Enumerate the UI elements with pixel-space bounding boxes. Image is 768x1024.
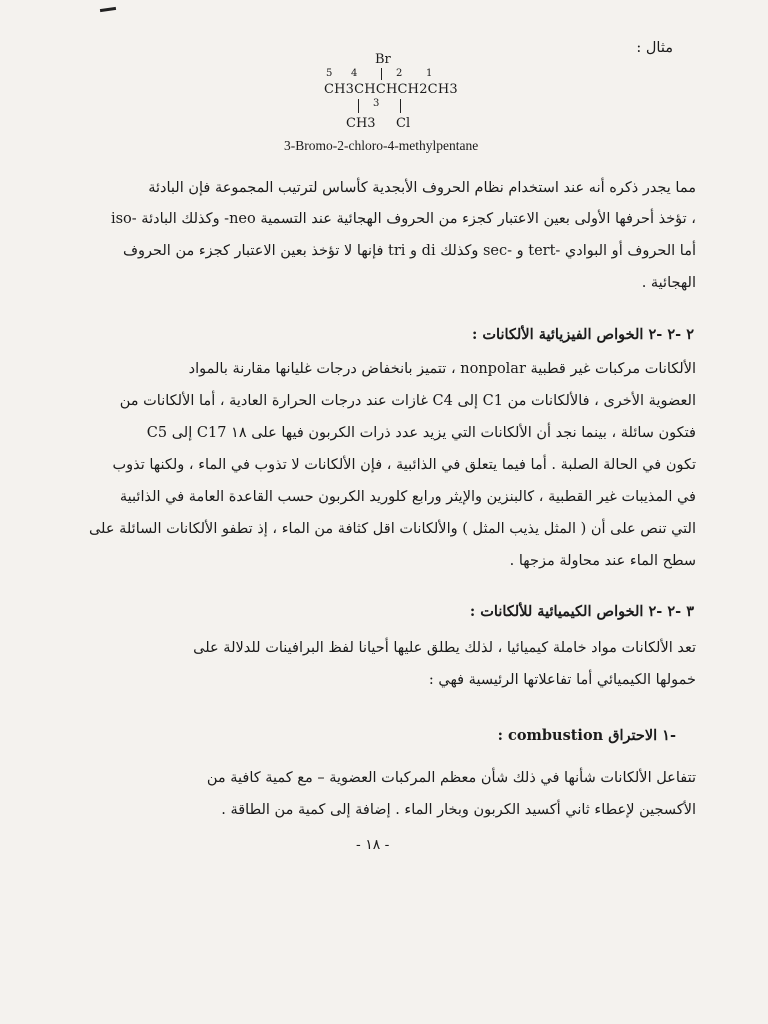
compound-name: 3-Bromo-2-chloro-4-methylpentane <box>284 138 479 153</box>
combustion-heading: -١ الاحتراق combustion : <box>497 727 676 744</box>
page-number: - ١٨ - <box>356 837 390 853</box>
section2-line1: الألكانات مركبات غير قطبية nonpolar ، تتميز بانخفاض درجات غليانها مقارنة بالمواد <box>188 361 696 377</box>
section3-heading: ٣ -٢ -٢ الخواص الكيميائية للألكانات : <box>469 603 694 620</box>
bond-cl <box>400 99 401 113</box>
bromine-label: Br <box>375 52 391 67</box>
pen-mark <box>100 7 116 12</box>
main-chain: CH3CHCHCH2CH3 <box>324 82 458 97</box>
chemical-structure <box>318 52 468 137</box>
section3-line2: خمولها الكيميائي أما تفاعلاتها الرئيسية فهي : <box>428 672 696 688</box>
section2-line7: سطح الماء عند محاولة مزجها . <box>509 553 696 569</box>
section3-line1: تعد الألكانات مواد خاملة كيميائيا ، لذلك يطلق عليها أحيانا لفظ البرافينات للدلالة على <box>193 640 696 656</box>
chloro-substituent: Cl <box>396 116 411 131</box>
methyl-substituent: CH3 <box>346 116 376 131</box>
paragraph1-line3: أما الحروف أو البوادي -tert و -sec وكذلك di و tri فإنها لا تؤخذ بعين الاعتبار كجزء من الحروف <box>123 243 696 259</box>
bond-br <box>381 68 382 80</box>
paragraph1-line1: مما يجدر ذكره أنه عند استخدام نظام الحروف الأبجدية كأساس لترتيب المجموعة فإن البادئة <box>148 180 696 196</box>
position-3: 3 <box>373 98 380 109</box>
section2-line6: التي تنص على أن ( المثل يذيب المثل ) والألكانات اقل كثافة من الماء ، إذ تطفو الألكانات السائلة على <box>88 521 696 537</box>
example-label: مثال : <box>636 40 673 56</box>
paragraph1-line4: الهجائية . <box>641 275 696 291</box>
position-2: 2 <box>396 68 403 79</box>
position-1: 1 <box>426 68 433 79</box>
paragraph1-line2: iso- وكذلك البادئة -neo تؤخذ أحرفها الأولى بعين الاعتبار كجزء من الحروف الهجائية عند التسمية ، <box>110 211 696 227</box>
section2-line4: تكون في الحالة الصلبة . أما فيما يتعلق في الذائبية ، فإن الألكانات لا تذوب في الماء ، ولكنها تذوب <box>112 457 696 473</box>
combustion-line2: الأكسجين لإعطاء ثاني أكسيد الكربون وبخار الماء . إضافة إلى كمية من الطاقة . <box>221 802 696 818</box>
position-5: 5 <box>326 68 333 79</box>
section2-heading: ٢ -٢ -٢ الخواص الفيزيائية الألكانات : <box>472 326 694 343</box>
section2-line5: في المذيبات غير القطبية ، كالبنزين والإيثر ورابع كلوريد الكربون حسب القاعدة العامة في الذائبية <box>119 489 696 505</box>
combustion-line1: تتفاعل الألكانات شأنها في ذلك شأن معظم المركبات العضوية – مع كمية كافية من <box>206 770 696 786</box>
position-4: 4 <box>351 68 358 79</box>
section2-line2: العضوية الأخرى ، فالألكانات من C1 إلى C4 غازات عند درجات الحرارة العادية ، أما الألكانات من <box>119 393 696 409</box>
section2-line3: C5 إلى C17 فتكون سائلة ، بينما نجد أن الألكانات التي يزيد عدد ذرات الكربون فيها على ١٨ <box>146 425 696 441</box>
bond-methyl <box>358 99 359 113</box>
